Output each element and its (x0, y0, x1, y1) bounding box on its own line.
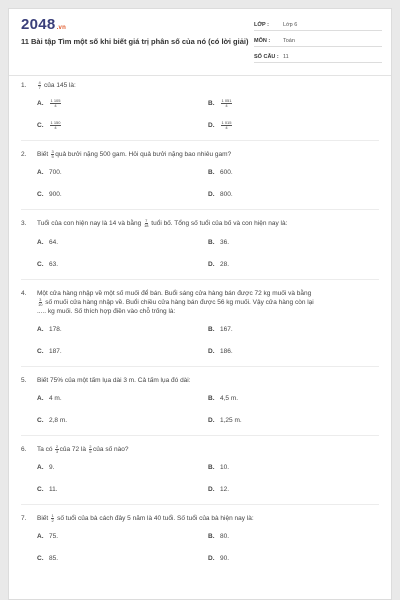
option-d[interactable]: D. 186. (208, 347, 233, 355)
question-6: 6. Ta có $\frac{2}{3}$ của 72 là $\frac{2}{5}$ của số nào? A. 9. B. 10. C. 11. D. 12. (9, 445, 391, 505)
option-b[interactable]: B. 600. (208, 169, 233, 177)
option-c[interactable]: C. $\frac{1 150}{4}$ (37, 120, 61, 131)
page-title: 11 Bài tập Tìm một số khi biết giá trị phân số của nó (có lời giải) (21, 37, 249, 46)
fraction: $\frac{3}{5}$ (51, 149, 54, 160)
question-list (9, 81, 391, 563)
option-b[interactable]: B. 4,5 m. (208, 394, 239, 402)
option-a[interactable]: A. 75. (37, 533, 59, 541)
divider (21, 140, 379, 141)
option-b[interactable]: B. 167. (208, 325, 233, 333)
question-4: 4. Một cửa hàng nhập về một số muối để bán. Buổi sáng cửa hàng bán được 72 kg muối và bằng $\frac{3}{10}$ số muối cửa hàng nhập về. Buổi chiều cửa hàng bán được 56 kg muối. Vậy cửa hàng còn lại ..... kg muối. Số thích hợp điền vào chỗ trống là: A. 178. B. 167. C. 187. D. 186. (9, 289, 391, 367)
meta-class: LỚP : Lớp 6 (254, 17, 382, 31)
divider (21, 366, 379, 367)
option-a[interactable]: A. 9. (37, 464, 55, 472)
question-3: 3. Tuổi của con hiện nay là 14 và bằng $\frac{7}{18}$ tuổi bố. Tổng số tuổi của bố và con hiện nay là: A. 64. B. 36. C. 63. D. 28. (9, 219, 391, 279)
meta-count: SỐ CÂU : 11 (254, 49, 382, 63)
option-a[interactable]: A. $\frac{1 105}{4}$ (37, 98, 61, 109)
option-a[interactable]: A. 178. (37, 325, 62, 333)
option-b[interactable]: B. $\frac{1 051}{4}$ (208, 98, 232, 109)
fraction: $\frac{4}{7}$ (38, 80, 41, 90)
document-page (8, 8, 392, 600)
option-d[interactable]: D. 28. (208, 260, 230, 268)
divider (21, 209, 379, 210)
question-2: 2. Biết $\frac{3}{5}$ quả bưởi nặng 500 gam. Hỏi quả bưởi nặng bao nhiêu gam? A. 700. B. 600. C. 900. D. 800. (9, 150, 391, 210)
divider (21, 279, 379, 280)
option-b[interactable]: B. 80. (208, 533, 230, 541)
option-c[interactable]: C. 900. (37, 191, 62, 199)
fraction: $\frac{3}{10}$ (38, 296, 43, 307)
option-b[interactable]: B. 10. (208, 464, 230, 472)
option-d[interactable]: D. 90. (208, 555, 230, 563)
fraction: $\frac{2}{5}$ (89, 443, 92, 454)
option-d[interactable]: D. 1,25 m. (208, 416, 242, 424)
option-c[interactable]: C. 2,8 m. (37, 416, 68, 424)
option-a[interactable]: A. 64. (37, 238, 59, 246)
divider (21, 435, 379, 436)
divider (21, 504, 379, 505)
meta-subject: MÔN : Toán (254, 33, 382, 47)
option-c[interactable]: C. 85. (37, 555, 59, 563)
fraction: $\frac{2}{3}$ (55, 443, 59, 454)
fraction: $\frac{1}{2}$ (51, 513, 54, 524)
fraction: $\frac{7}{18}$ (144, 218, 149, 229)
option-d[interactable]: D. 12. (208, 486, 230, 494)
meta-info (254, 17, 382, 65)
option-c[interactable]: C. 187. (37, 347, 62, 355)
option-c[interactable]: C. 63. (37, 260, 59, 268)
option-a[interactable]: A. 4 m. (37, 394, 62, 402)
option-b[interactable]: B. 36. (208, 238, 230, 246)
question-5: 5. Biết 75% của một tấm lụa dài 3 m. Cả tấm lụa đó dài: A. 4 m. B. 4,5 m. C. 2,8 m. D. 1,25 m. (9, 376, 391, 436)
option-c[interactable]: C. 11. (37, 486, 58, 494)
question-1: 1. $\frac{4}{7}$ của 145 là: A. $\frac{1 105}{4}$ B. $\frac{1 051}{4}$ C. $\frac{1 150}{4}$ D. $\frac{1 015}{4}$ (9, 81, 391, 141)
option-d[interactable]: D. 800. (208, 191, 233, 199)
option-d[interactable]: D. $\frac{1 015}{4}$ (208, 120, 232, 131)
header (9, 9, 391, 71)
site-logo[interactable]: 2048.vn (21, 16, 67, 33)
header-divider (9, 75, 391, 76)
option-a[interactable]: A. 700. (37, 169, 62, 177)
question-7: 7. Biết $\frac{1}{2}$ số tuổi của bà cách đây 5 năm là 40 tuổi. Số tuổi của bà hiện nay là: A. 75. B. 80. C. 85. D. 90. (9, 514, 391, 563)
